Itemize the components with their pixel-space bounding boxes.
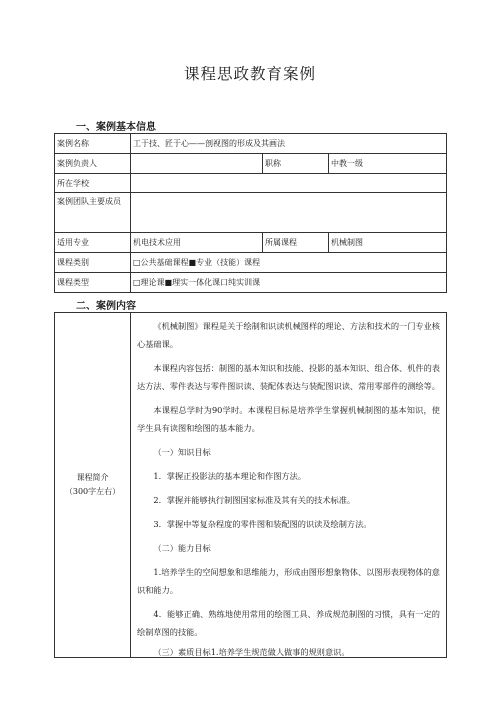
section-heading-basic-info: 一、案例基本信息 — [76, 122, 156, 133]
title-label: 职称 — [263, 154, 329, 174]
lead-value — [131, 154, 263, 174]
page-title: 课程思政教育案例 — [183, 65, 316, 83]
row-type — [55, 273, 447, 293]
ability-goal-item: 4．能够正确、熟练地使用常用的绘图工具、养成规范制图的习惯，具有一定的绘制草图的技能。 — [137, 609, 440, 637]
type-label: 课程类型 — [55, 273, 131, 293]
lead-label: 案例负责人 — [55, 154, 131, 174]
basic-info-table — [54, 133, 447, 293]
row-case-name — [55, 134, 447, 154]
course-intro-label-line2: （300字左右） — [64, 487, 121, 496]
category-label: 课程类别 — [55, 253, 131, 273]
school-label: 所在学校 — [55, 174, 131, 193]
category-value: □公共基础课程■专业（技能）课程 — [131, 253, 447, 273]
row-team — [55, 193, 447, 233]
knowledge-goal-item: 3．掌握中等复杂程度的零件图和装配图的识读及绘制方法。 — [153, 519, 372, 529]
course-intro-label — [55, 313, 131, 658]
course-intro-label-line1: 课程简介 — [76, 473, 109, 482]
school-value — [131, 174, 447, 193]
team-value — [131, 193, 447, 233]
content-table — [54, 312, 447, 658]
knowledge-goal-heading: （一）知识目标 — [153, 447, 211, 457]
quality-goal-line: （三）素质目标1.培养学生规范做人做事的规则意识。 — [153, 647, 350, 657]
knowledge-goal-item: 1．掌握正投影法的基本理论和作图方法。 — [153, 471, 306, 481]
course-intro-content — [131, 313, 447, 658]
intro-paragraph: 本课程内容包括：制图的基本知识和技能、投影的基本知识、组合体、机件的表达方法、零件表达与零件图识读、装配体表达与装配图识读、常用零部件的测绘等。 — [137, 363, 440, 391]
course-value: 机械制图 — [329, 233, 447, 253]
section-heading-content: 二、案例内容 — [76, 301, 136, 312]
row-category — [55, 253, 447, 273]
row-lead — [55, 154, 447, 174]
title-value: 中教一级 — [329, 154, 447, 174]
team-label: 案例团队主要成员 — [55, 193, 131, 233]
row-course-intro — [55, 313, 447, 658]
major-label: 适用专业 — [55, 233, 131, 253]
intro-paragraph: 本课程总学时为90学时。本课程目标是培养学生掌握机械制图的基本知识，使学生具有读图和绘图的基本能力。 — [137, 405, 440, 433]
major-value: 机电技术应用 — [131, 233, 263, 253]
ability-goal-item: 1.培养学生的空间想象和思维能力，形成由图形想象物体、以图形表现物体的意识和能力。 — [137, 567, 440, 595]
case-name-value: 工于技、匠于心——剖视图的形成及其画法 — [131, 134, 447, 154]
course-label: 所属课程 — [263, 233, 329, 253]
knowledge-goal-item: 2．掌握并能够执行制图国家标准及其有关的技术标准。 — [153, 495, 356, 505]
row-school — [55, 174, 447, 193]
row-major — [55, 233, 447, 253]
intro-paragraph: 《机械制图》课程是关于绘制和识读机械图样的理论、方法和技术的一门专业核心基础课。 — [137, 321, 440, 349]
case-name-label: 案例名称 — [55, 134, 131, 154]
type-value: □理论课■理实一体化课口纯实训课 — [131, 273, 447, 293]
ability-goal-heading: （二）能力目标 — [153, 543, 211, 553]
